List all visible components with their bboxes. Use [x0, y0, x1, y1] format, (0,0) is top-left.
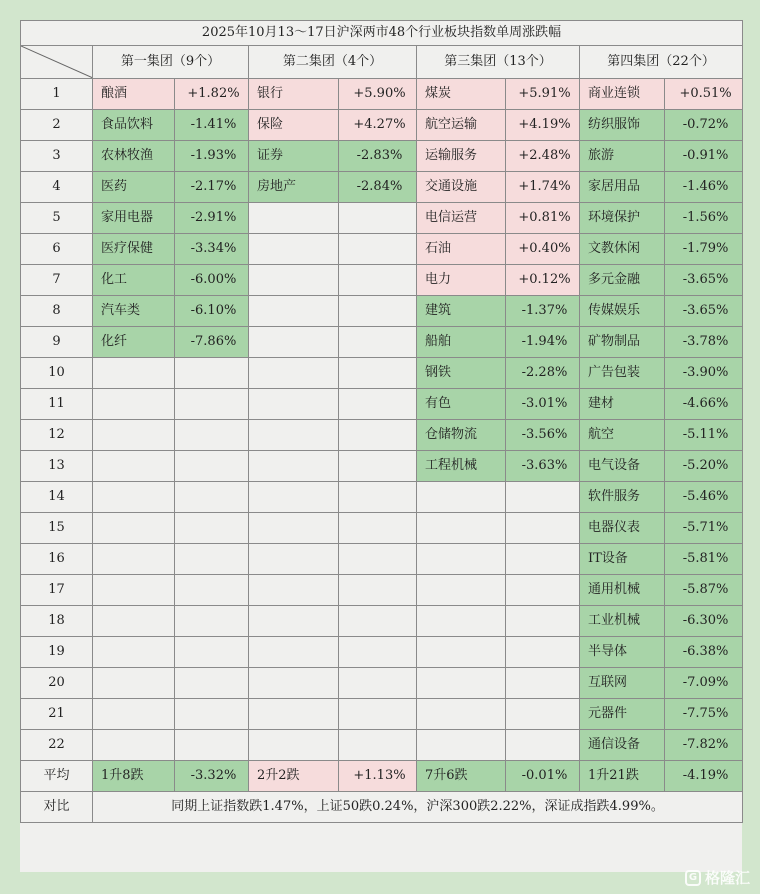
g2-sector-name [249, 420, 339, 451]
g1-sector-name [93, 451, 175, 482]
g4-sector-change: -0.72% [665, 110, 743, 141]
g2-sector-change [339, 544, 417, 575]
row-index: 21 [21, 699, 93, 730]
g4-sector-name: 家居用品 [580, 172, 665, 203]
g4-sector-change: +0.51% [665, 79, 743, 110]
g3-sector-name: 建筑 [417, 296, 506, 327]
watermark-text: 格隆汇 [704, 869, 750, 887]
diagonal-corner-cell [21, 46, 93, 79]
row-index: 22 [21, 730, 93, 761]
row-index: 1 [21, 79, 93, 110]
g3-sector-change [506, 544, 580, 575]
g4-sector-change: -1.46% [665, 172, 743, 203]
g3-sector-change: +0.81% [506, 203, 580, 234]
g1-sector-name: 汽车类 [93, 296, 175, 327]
g1-sector-change [175, 451, 249, 482]
table-row [21, 265, 743, 296]
g3-sector-name: 有色 [417, 389, 506, 420]
g2-sector-name [249, 544, 339, 575]
g2-sector-change [339, 606, 417, 637]
g1-sector-name [93, 482, 175, 513]
g1-sector-name [93, 575, 175, 606]
g2-sector-change [339, 451, 417, 482]
g2-sector-change: -2.83% [339, 141, 417, 172]
g3-sector-name: 钢铁 [417, 358, 506, 389]
g2-sector-name [249, 482, 339, 513]
g1-sector-change: -6.00% [175, 265, 249, 296]
table-row [21, 358, 743, 389]
g3-sector-change [506, 730, 580, 761]
g3-sector-name: 运输服务 [417, 141, 506, 172]
g2-sector-change [339, 234, 417, 265]
g4-sector-name: 多元金融 [580, 265, 665, 296]
g2-sector-name: 证券 [249, 141, 339, 172]
g4-sector-name: 广告包装 [580, 358, 665, 389]
g3-sector-change: +4.19% [506, 110, 580, 141]
g3-sector-name: 电力 [417, 265, 506, 296]
brand-logo-icon: G [685, 870, 701, 886]
g3-sector-change: +1.74% [506, 172, 580, 203]
g4-sector-change: -5.87% [665, 575, 743, 606]
g4-sector-change: -5.71% [665, 513, 743, 544]
g3-sector-change [506, 482, 580, 513]
g4-average-count: 1升21跌 [580, 761, 665, 792]
g1-average-change: -3.32% [175, 761, 249, 792]
g2-sector-name [249, 606, 339, 637]
g3-sector-name [417, 668, 506, 699]
table-row [21, 389, 743, 420]
g4-sector-change: -5.81% [665, 544, 743, 575]
g1-sector-change [175, 575, 249, 606]
g4-sector-change: -7.09% [665, 668, 743, 699]
average-label: 平均 [21, 761, 93, 792]
g3-sector-name [417, 699, 506, 730]
g1-sector-name: 医疗保健 [93, 234, 175, 265]
group2-header: 第二集团（4个） [249, 46, 417, 79]
g2-sector-change [339, 699, 417, 730]
table-row [21, 637, 743, 668]
g3-sector-change: +0.40% [506, 234, 580, 265]
g2-sector-name [249, 358, 339, 389]
title-row [21, 21, 743, 46]
g1-average-count: 1升8跌 [93, 761, 175, 792]
sector-table [20, 20, 743, 823]
g1-sector-name [93, 637, 175, 668]
comparison-text: 同期上证指数跌1.47%，上证50跌0.24%，沪深300跌2.22%，深证成指跌4.99%。 [93, 792, 743, 823]
table-row [21, 420, 743, 451]
g4-sector-name: 航空 [580, 420, 665, 451]
g1-sector-name [93, 730, 175, 761]
g3-sector-name [417, 637, 506, 668]
g1-sector-change: -2.17% [175, 172, 249, 203]
g1-sector-change [175, 606, 249, 637]
g2-sector-name [249, 730, 339, 761]
g1-sector-name [93, 606, 175, 637]
g3-average-count: 7升6跌 [417, 761, 506, 792]
g4-sector-change: -7.82% [665, 730, 743, 761]
g4-sector-name: 半导体 [580, 637, 665, 668]
g4-sector-name: 商业连锁 [580, 79, 665, 110]
g2-sector-name: 保险 [249, 110, 339, 141]
g3-sector-name: 电信运营 [417, 203, 506, 234]
row-index: 5 [21, 203, 93, 234]
g4-sector-name: 建材 [580, 389, 665, 420]
g1-sector-name [93, 513, 175, 544]
g2-sector-change [339, 265, 417, 296]
g1-sector-name [93, 699, 175, 730]
g4-sector-name: 通用机械 [580, 575, 665, 606]
g2-average-change: +1.13% [339, 761, 417, 792]
g3-sector-name [417, 575, 506, 606]
g3-sector-change: -1.37% [506, 296, 580, 327]
g4-sector-name: 传媒娱乐 [580, 296, 665, 327]
g1-sector-change [175, 482, 249, 513]
g2-sector-change [339, 420, 417, 451]
row-index: 9 [21, 327, 93, 358]
row-index: 3 [21, 141, 93, 172]
g2-sector-name [249, 513, 339, 544]
g3-sector-name [417, 606, 506, 637]
g3-sector-change: -3.63% [506, 451, 580, 482]
table-row [21, 513, 743, 544]
g1-sector-change [175, 668, 249, 699]
g1-sector-change [175, 544, 249, 575]
g3-sector-change [506, 513, 580, 544]
g4-sector-name: 互联网 [580, 668, 665, 699]
g4-sector-name: 元器件 [580, 699, 665, 730]
g4-sector-name: 电器仪表 [580, 513, 665, 544]
g1-sector-change: -7.86% [175, 327, 249, 358]
g3-sector-name: 交通设施 [417, 172, 506, 203]
g3-sector-name [417, 544, 506, 575]
g2-sector-name [249, 699, 339, 730]
g1-sector-change: -1.93% [175, 141, 249, 172]
g4-average-change: -4.19% [665, 761, 743, 792]
g3-sector-change: -2.28% [506, 358, 580, 389]
g4-sector-name: 工业机械 [580, 606, 665, 637]
g4-sector-change: -1.79% [665, 234, 743, 265]
g3-sector-change: -1.94% [506, 327, 580, 358]
row-index: 16 [21, 544, 93, 575]
g1-sector-change: -2.91% [175, 203, 249, 234]
row-index: 17 [21, 575, 93, 606]
header-row [21, 46, 743, 79]
group3-header: 第三集团（13个） [417, 46, 580, 79]
row-index: 14 [21, 482, 93, 513]
g1-sector-name: 食品饮料 [93, 110, 175, 141]
g2-sector-change [339, 637, 417, 668]
g2-sector-change [339, 203, 417, 234]
g2-sector-change: +4.27% [339, 110, 417, 141]
row-index: 20 [21, 668, 93, 699]
watermark [685, 867, 750, 888]
g3-sector-name: 船舶 [417, 327, 506, 358]
g2-sector-name: 房地产 [249, 172, 339, 203]
g2-sector-name [249, 668, 339, 699]
g2-sector-change [339, 668, 417, 699]
g3-sector-name: 仓储物流 [417, 420, 506, 451]
g4-sector-change: -4.66% [665, 389, 743, 420]
row-index: 8 [21, 296, 93, 327]
g3-sector-change: +2.48% [506, 141, 580, 172]
g3-sector-change: +0.12% [506, 265, 580, 296]
g4-sector-name: 环境保护 [580, 203, 665, 234]
g3-sector-change: -3.01% [506, 389, 580, 420]
g1-sector-change: -6.10% [175, 296, 249, 327]
g1-sector-change: +1.82% [175, 79, 249, 110]
g1-sector-name [93, 389, 175, 420]
g1-sector-change: -3.34% [175, 234, 249, 265]
g4-sector-change: -3.90% [665, 358, 743, 389]
table-row [21, 327, 743, 358]
g4-sector-change: -7.75% [665, 699, 743, 730]
g3-sector-name [417, 482, 506, 513]
table-row [21, 482, 743, 513]
g3-sector-change: +5.91% [506, 79, 580, 110]
g2-sector-name [249, 265, 339, 296]
g4-sector-change: -5.20% [665, 451, 743, 482]
g2-sector-name [249, 637, 339, 668]
g3-sector-name [417, 513, 506, 544]
g1-sector-name [93, 420, 175, 451]
g1-sector-name: 农林牧渔 [93, 141, 175, 172]
g2-sector-name [249, 389, 339, 420]
row-index: 13 [21, 451, 93, 482]
g3-sector-name [417, 730, 506, 761]
g2-sector-change [339, 389, 417, 420]
g2-sector-name [249, 234, 339, 265]
row-index: 7 [21, 265, 93, 296]
table-row [21, 451, 743, 482]
row-index: 11 [21, 389, 93, 420]
table-row [21, 296, 743, 327]
comparison-row [21, 792, 743, 823]
g1-sector-name: 化纤 [93, 327, 175, 358]
g1-sector-change [175, 730, 249, 761]
g2-sector-change [339, 730, 417, 761]
g2-sector-change: -2.84% [339, 172, 417, 203]
g2-sector-name [249, 451, 339, 482]
g1-sector-change [175, 637, 249, 668]
g1-sector-change [175, 389, 249, 420]
g2-sector-name: 银行 [249, 79, 339, 110]
table-row [21, 668, 743, 699]
table-row [21, 699, 743, 730]
g1-sector-name: 酿酒 [93, 79, 175, 110]
row-index: 4 [21, 172, 93, 203]
table-row [21, 203, 743, 234]
table-row [21, 606, 743, 637]
row-index: 15 [21, 513, 93, 544]
g1-sector-name [93, 544, 175, 575]
g3-sector-change [506, 668, 580, 699]
g4-sector-name: 旅游 [580, 141, 665, 172]
g1-sector-change [175, 699, 249, 730]
g2-sector-name [249, 203, 339, 234]
g4-sector-change: -5.46% [665, 482, 743, 513]
row-index: 10 [21, 358, 93, 389]
table-row [21, 544, 743, 575]
g4-sector-change: -1.56% [665, 203, 743, 234]
table-row [21, 575, 743, 606]
g2-sector-change [339, 575, 417, 606]
g1-sector-name: 化工 [93, 265, 175, 296]
g4-sector-change: -3.78% [665, 327, 743, 358]
row-index: 19 [21, 637, 93, 668]
g2-sector-name [249, 575, 339, 606]
g3-sector-change [506, 699, 580, 730]
group1-header: 第一集团（9个） [93, 46, 249, 79]
g2-sector-change: +5.90% [339, 79, 417, 110]
g4-sector-name: 文教休闲 [580, 234, 665, 265]
g2-sector-name [249, 296, 339, 327]
g1-sector-name [93, 668, 175, 699]
g2-average-count: 2升2跌 [249, 761, 339, 792]
g3-average-change: -0.01% [506, 761, 580, 792]
g2-sector-change [339, 296, 417, 327]
g3-sector-change [506, 575, 580, 606]
g4-sector-change: -3.65% [665, 265, 743, 296]
g1-sector-change: -1.41% [175, 110, 249, 141]
g1-sector-change [175, 513, 249, 544]
g4-sector-name: 纺织服饰 [580, 110, 665, 141]
g4-sector-change: -5.11% [665, 420, 743, 451]
table-row [21, 141, 743, 172]
g4-sector-change: -0.91% [665, 141, 743, 172]
g1-sector-change [175, 358, 249, 389]
comparison-label: 对比 [21, 792, 93, 823]
table-row [21, 79, 743, 110]
table-row [21, 730, 743, 761]
g3-sector-name: 石油 [417, 234, 506, 265]
g1-sector-name [93, 358, 175, 389]
average-row [21, 761, 743, 792]
g3-sector-change [506, 606, 580, 637]
g3-sector-name: 航空运输 [417, 110, 506, 141]
g2-sector-change [339, 513, 417, 544]
row-index: 18 [21, 606, 93, 637]
g4-sector-name: 软件服务 [580, 482, 665, 513]
g1-sector-change [175, 420, 249, 451]
g4-sector-name: 矿物制品 [580, 327, 665, 358]
g4-sector-name: IT设备 [580, 544, 665, 575]
g1-sector-name: 医药 [93, 172, 175, 203]
g2-sector-change [339, 482, 417, 513]
g3-sector-name: 煤炭 [417, 79, 506, 110]
diagonal-line [21, 46, 93, 78]
g4-sector-name: 电气设备 [580, 451, 665, 482]
g2-sector-change [339, 327, 417, 358]
row-index: 6 [21, 234, 93, 265]
table-row [21, 172, 743, 203]
g2-sector-name [249, 327, 339, 358]
table-frame [20, 20, 742, 872]
g4-sector-name: 通信设备 [580, 730, 665, 761]
table-row [21, 234, 743, 265]
g4-sector-change: -6.38% [665, 637, 743, 668]
group4-header: 第四集团（22个） [580, 46, 743, 79]
g3-sector-name: 工程机械 [417, 451, 506, 482]
table-row [21, 110, 743, 141]
row-index: 2 [21, 110, 93, 141]
table-title: 2025年10月13～17日沪深两市48个行业板块指数单周涨跌幅 [21, 21, 743, 46]
g4-sector-change: -3.65% [665, 296, 743, 327]
g3-sector-change [506, 637, 580, 668]
g4-sector-change: -6.30% [665, 606, 743, 637]
g1-sector-name: 家用电器 [93, 203, 175, 234]
row-index: 12 [21, 420, 93, 451]
g2-sector-change [339, 358, 417, 389]
g3-sector-change: -3.56% [506, 420, 580, 451]
